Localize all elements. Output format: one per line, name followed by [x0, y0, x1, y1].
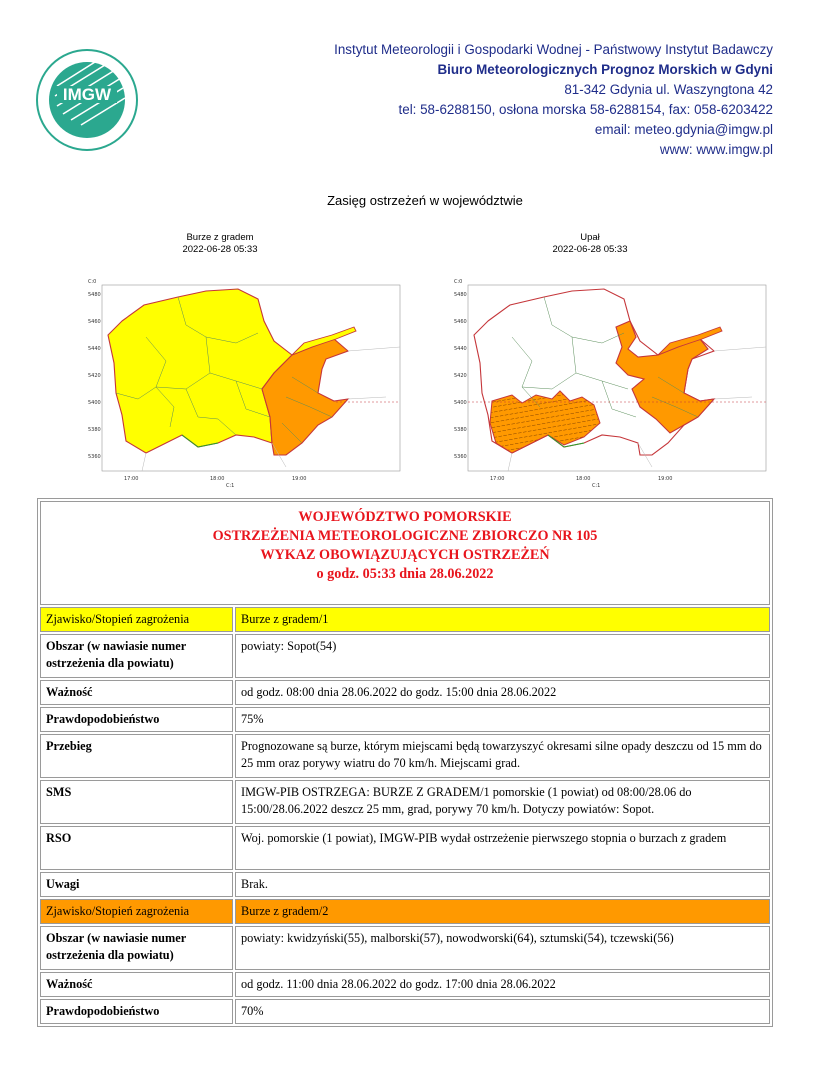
left-warning-map — [86, 277, 416, 490]
phenomenon-label: Zjawisko/Stopień zagrożenia — [40, 899, 233, 924]
website-link[interactable]: www: www.imgw.pl — [659, 142, 773, 157]
validity-label: Ważność — [40, 680, 233, 705]
svg-text:17:00: 17:00 — [124, 476, 139, 482]
institute-contact — [334, 40, 773, 160]
phone-numbers: tel: 58-6288150, osłona morska 58-6288154, fax: 058-6203422 — [398, 102, 773, 117]
notes-label: Uwagi — [40, 872, 233, 897]
header-time: o godz. 05:33 dnia 28.06.2022 — [316, 566, 494, 582]
table-row — [40, 734, 770, 778]
svg-text:5380: 5380 — [454, 427, 467, 433]
svg-text:5420: 5420 — [454, 373, 467, 379]
imgw-logo — [35, 48, 139, 152]
institute-name: Instytut Meteorologii i Gospodarki Wodnej - Państwowy Instytut Badawczy — [334, 42, 773, 57]
svg-text:18:00: 18:00 — [210, 476, 225, 482]
rso-label: RSO — [40, 826, 233, 870]
left-map-caption — [160, 232, 280, 256]
course-label: Przebieg — [40, 734, 233, 778]
svg-text:C:1: C:1 — [592, 483, 601, 489]
table-row — [40, 972, 770, 997]
probability-value: 70% — [235, 999, 770, 1024]
table-row — [40, 999, 770, 1024]
course-value: Prognozowane są burze, którym miejscami będą towarzyszyć okresami silne opady deszczu od 15 mm do 25 mm oraz porywy wiatru do 70 km/h. Miejscami grad. — [235, 734, 770, 778]
phenomenon-value: Burze z gradem/2 — [235, 899, 770, 924]
area-value: powiaty: kwidzyński(55), malborski(57), nowodworski(64), sztumski(54), tczewski(56) — [235, 926, 770, 970]
table-row — [40, 707, 770, 732]
email-link[interactable]: email: meteo.gdynia@imgw.pl — [594, 122, 773, 137]
rso-value: Woj. pomorskie (1 powiat), IMGW-PIB wydał ostrzeżenie pierwszego stopnia o burzach z gradem — [235, 826, 770, 870]
svg-text:17:00: 17:00 — [490, 476, 505, 482]
header-list: WYKAZ OBOWIĄZUJĄCYCH OSTRZEŻEŃ — [260, 547, 550, 563]
phenomenon-label: Zjawisko/Stopień zagrożenia — [40, 607, 233, 632]
svg-text:5440: 5440 — [88, 346, 101, 352]
svg-text:18:00: 18:00 — [576, 476, 591, 482]
validity-value: od godz. 11:00 dnia 28.06.2022 do godz. 17:00 dnia 28.06.2022 — [235, 972, 770, 997]
probability-label: Prawdopodobieństwo — [40, 999, 233, 1024]
svg-text:5380: 5380 — [88, 427, 101, 433]
table-row — [40, 899, 770, 924]
svg-text:19:00: 19:00 — [292, 476, 307, 482]
address: 81-342 Gdynia ul. Waszyngtona 42 — [564, 82, 773, 97]
office-name: Biuro Meteorologicznych Prognoz Morskich w Gdyni — [437, 62, 773, 77]
validity-label: Ważność — [40, 972, 233, 997]
probability-label: Prawdopodobieństwo — [40, 707, 233, 732]
svg-text:5360: 5360 — [454, 454, 467, 460]
warnings-table — [37, 498, 773, 1027]
svg-text:5360: 5360 — [88, 454, 101, 460]
svg-text:5480: 5480 — [88, 292, 101, 298]
table-row — [40, 826, 770, 870]
right-warning-map — [452, 277, 782, 490]
area-label: Obszar (w nawiasie numer ostrzeżenia dla powiatu) — [40, 634, 233, 678]
sms-value: IMGW-PIB OSTRZEGA: BURZE Z GRADEM/1 pomorskie (1 powiat) od 08:00/28.06 do 15:00/28.06.2022 deszcz 25 mm, grad, porywy 70 km/h. Dotyczy powiatów: Sopot. — [235, 780, 770, 824]
table-row — [40, 926, 770, 970]
table-row — [40, 872, 770, 897]
svg-text:19:00: 19:00 — [658, 476, 673, 482]
logo-text: IMGW — [62, 85, 112, 104]
warnings-header — [40, 501, 770, 605]
table-row — [40, 680, 770, 705]
header-bulletin: OSTRZEŻENIA METEOROLOGICZNE ZBIORCZO NR 105 — [212, 528, 598, 544]
svg-text:C:0: C:0 — [454, 279, 463, 285]
area-label: Obszar (w nawiasie numer ostrzeżenia dla powiatu) — [40, 926, 233, 970]
header-region: WOJEWÓDZTWO POMORSKIE — [298, 509, 512, 525]
notes-value: Brak. — [235, 872, 770, 897]
phenomenon-value: Burze z gradem/1 — [235, 607, 770, 632]
svg-text:5400: 5400 — [88, 400, 101, 406]
svg-text:5400: 5400 — [454, 400, 467, 406]
validity-value: od godz. 08:00 dnia 28.06.2022 do godz. 15:00 dnia 28.06.2022 — [235, 680, 770, 705]
svg-text:5460: 5460 — [88, 319, 101, 325]
probability-value: 75% — [235, 707, 770, 732]
svg-text:5440: 5440 — [454, 346, 467, 352]
area-value: powiaty: Sopot(54) — [235, 634, 770, 678]
table-row — [40, 634, 770, 678]
right-map-title: Upał — [580, 232, 600, 243]
table-row — [40, 780, 770, 824]
maps-title: Zasięg ostrzeżeń w województwie — [327, 193, 523, 208]
svg-text:5460: 5460 — [454, 319, 467, 325]
svg-text:5480: 5480 — [454, 292, 467, 298]
left-map-title: Burze z gradem — [186, 232, 254, 243]
right-map-caption — [530, 232, 650, 256]
svg-text:5420: 5420 — [88, 373, 101, 379]
sms-label: SMS — [40, 780, 233, 824]
svg-text:C:1: C:1 — [226, 483, 235, 489]
table-row — [40, 607, 770, 632]
right-map-datetime: 2022-06-28 05:33 — [552, 244, 628, 255]
svg-text:C:0: C:0 — [88, 279, 97, 285]
left-map-datetime: 2022-06-28 05:33 — [182, 244, 258, 255]
